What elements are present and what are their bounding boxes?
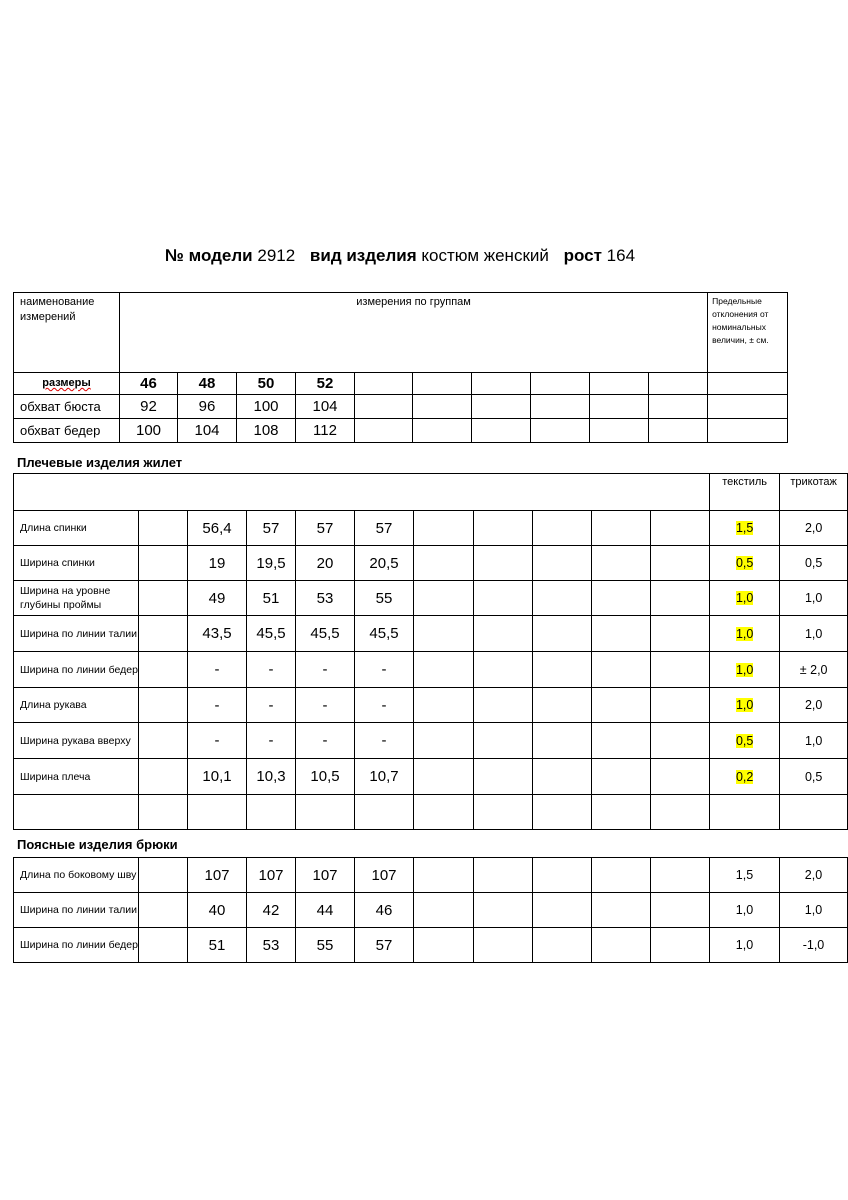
value-cell: - xyxy=(296,688,355,723)
textile-tolerance: 0,5 xyxy=(735,556,754,570)
value-cell: 107 xyxy=(296,858,355,893)
value-cell: 92 xyxy=(120,395,178,419)
value-cell: - xyxy=(247,688,296,723)
value-cell: 10,1 xyxy=(188,759,247,795)
value-cell: - xyxy=(296,652,355,688)
value-cell: 57 xyxy=(247,511,296,546)
value-cell: 49 xyxy=(188,581,247,616)
tolerance-header: Предельные отклонения от номинальных величин, ± см. xyxy=(708,293,788,373)
type-label: вид изделия xyxy=(309,246,417,265)
value-cell: 45,5 xyxy=(296,616,355,652)
value-cell: 107 xyxy=(355,858,414,893)
col-textile: текстиль xyxy=(710,474,780,511)
textile-tolerance: 0,2 xyxy=(735,769,754,784)
textile-tolerance: 1,0 xyxy=(710,893,780,928)
knit-tolerance: 2,0 xyxy=(780,688,848,723)
type-value: костюм женский xyxy=(421,246,549,265)
value-cell: 10,3 xyxy=(247,759,296,795)
document-title xyxy=(0,246,800,266)
textile-tolerance: 0,5 xyxy=(735,733,754,748)
model-label: № модели xyxy=(164,246,253,265)
row-label: Ширина рукава вверху xyxy=(14,723,139,759)
value-cell: 100 xyxy=(120,419,178,443)
knit-tolerance: 2,0 xyxy=(780,511,848,546)
value-cell: 20,5 xyxy=(355,546,414,581)
value-cell: 20 xyxy=(296,546,355,581)
row-label: обхват бюста xyxy=(14,395,120,419)
textile-tolerance: 1,0 xyxy=(710,928,780,963)
measurements-group-table xyxy=(13,292,788,443)
size-cell: 46 xyxy=(120,373,178,395)
textile-tolerance: 1,5 xyxy=(710,858,780,893)
knit-tolerance: 1,0 xyxy=(780,616,848,652)
knit-tolerance: 0,5 xyxy=(780,546,848,581)
textile-tolerance: 1,0 xyxy=(735,591,754,605)
value-cell: 104 xyxy=(296,395,355,419)
value-cell: 45,5 xyxy=(247,616,296,652)
value-cell: 45,5 xyxy=(355,616,414,652)
value-cell: 100 xyxy=(237,395,296,419)
row-label: Ширина на уровне глубины проймы xyxy=(14,581,139,616)
knit-tolerance: 2,0 xyxy=(780,858,848,893)
vest-table xyxy=(13,473,848,830)
row-label: Ширина спинки xyxy=(14,546,139,581)
value-cell: 42 xyxy=(247,893,296,928)
value-cell: 53 xyxy=(296,581,355,616)
row-label: Длина спинки xyxy=(14,511,139,546)
section-title-trousers: Поясные изделия брюки xyxy=(17,837,178,852)
row-label: Ширина по линии бедер xyxy=(14,652,139,688)
value-cell: 107 xyxy=(188,858,247,893)
value-cell: 51 xyxy=(188,928,247,963)
groups-header: измерения по группам xyxy=(120,293,708,373)
value-cell: - xyxy=(355,723,414,759)
value-cell: 57 xyxy=(355,511,414,546)
value-cell: 96 xyxy=(178,395,237,419)
size-cell: 52 xyxy=(296,373,355,395)
value-cell: - xyxy=(247,723,296,759)
size-cell: 48 xyxy=(178,373,237,395)
value-cell: - xyxy=(188,652,247,688)
row-label: Ширина по линии талии xyxy=(14,616,139,652)
value-cell: 57 xyxy=(296,511,355,546)
textile-tolerance: 1,0 xyxy=(735,662,754,677)
value-cell: - xyxy=(188,723,247,759)
value-cell: 107 xyxy=(247,858,296,893)
col-knit: трикотаж xyxy=(780,474,848,511)
value-cell: 19,5 xyxy=(247,546,296,581)
section-title-vest: Плечевые изделия жилет xyxy=(17,455,183,470)
row-label: Длина по боковому шву xyxy=(14,858,139,893)
value-cell: 44 xyxy=(296,893,355,928)
value-cell: - xyxy=(188,688,247,723)
knit-tolerance: 1,0 xyxy=(780,893,848,928)
row-label: Ширина по линии бедер xyxy=(14,928,139,963)
value-cell: 46 xyxy=(355,893,414,928)
model-value: 2912 xyxy=(257,246,296,265)
value-cell: 112 xyxy=(296,419,355,443)
height-label: рост xyxy=(563,246,602,265)
value-cell: 10,5 xyxy=(296,759,355,795)
sizes-label: размеры xyxy=(42,377,91,389)
value-cell: 56,4 xyxy=(188,511,247,546)
knit-tolerance: ± 2,0 xyxy=(780,652,848,688)
row-label: Ширина по линии талии xyxy=(14,893,139,928)
value-cell: 55 xyxy=(296,928,355,963)
value-cell: - xyxy=(355,688,414,723)
value-cell: 10,7 xyxy=(355,759,414,795)
textile-tolerance: 1,0 xyxy=(735,626,754,641)
value-cell: 19 xyxy=(188,546,247,581)
row-label: обхват бедер xyxy=(14,419,120,443)
knit-tolerance: 1,0 xyxy=(780,581,848,616)
knit-tolerance: -1,0 xyxy=(780,928,848,963)
row-label: Длина рукава xyxy=(14,688,139,723)
value-cell: 104 xyxy=(178,419,237,443)
value-cell: 55 xyxy=(355,581,414,616)
trousers-table xyxy=(13,857,848,963)
value-cell: 108 xyxy=(237,419,296,443)
value-cell: - xyxy=(355,652,414,688)
size-cell: 50 xyxy=(237,373,296,395)
value-cell: - xyxy=(296,723,355,759)
knit-tolerance: 1,0 xyxy=(780,723,848,759)
value-cell: 40 xyxy=(188,893,247,928)
height-value: 164 xyxy=(606,246,636,265)
value-cell: 57 xyxy=(355,928,414,963)
value-cell: 53 xyxy=(247,928,296,963)
value-cell: - xyxy=(247,652,296,688)
row-label: Ширина плеча xyxy=(14,759,139,795)
value-cell: 51 xyxy=(247,581,296,616)
textile-tolerance: 1,5 xyxy=(735,521,754,535)
knit-tolerance: 0,5 xyxy=(780,759,848,795)
value-cell: 43,5 xyxy=(188,616,247,652)
name-header: наименование измерений xyxy=(14,293,120,373)
textile-tolerance: 1,0 xyxy=(735,698,754,712)
